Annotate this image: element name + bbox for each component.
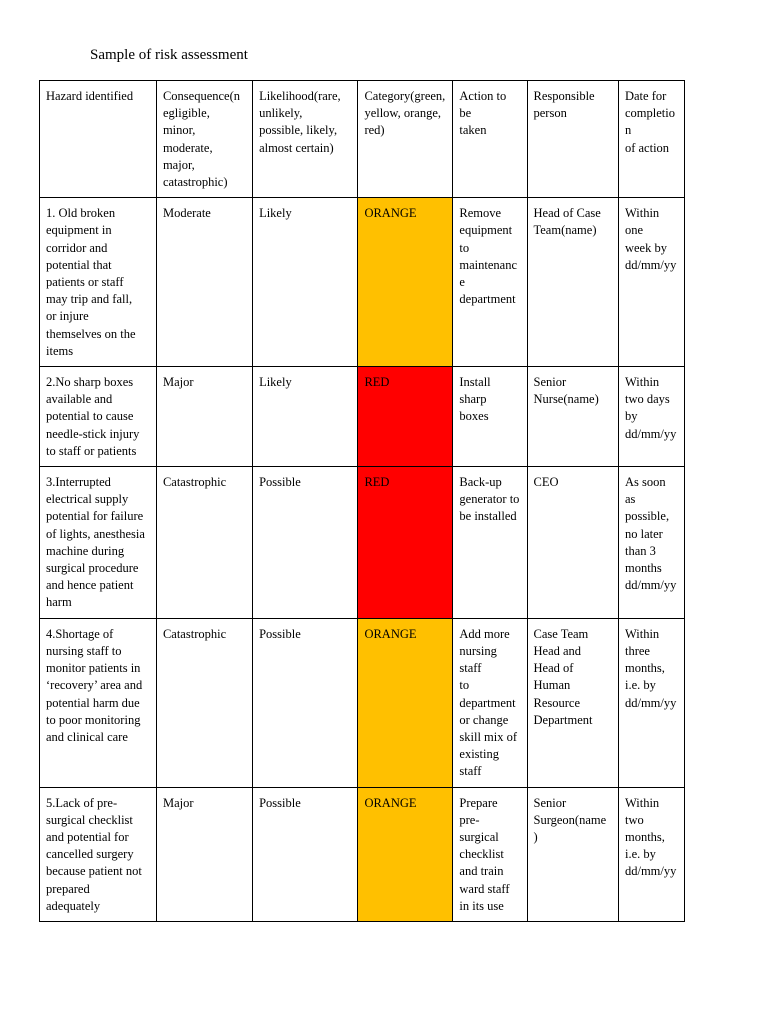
category-text: ORANGE <box>364 206 417 221</box>
category-text: RED <box>364 375 390 390</box>
hazard-text: 2.No sharp boxes available and potential to cause needle-stick injury to staff or patients <box>46 375 140 458</box>
date-cell <box>618 198 684 367</box>
table-row <box>40 367 685 467</box>
action-cell <box>453 618 527 787</box>
action-text: Remove equipment to maintenanc e department <box>459 206 518 307</box>
responsible-text: Senior Surgeon(name ) <box>533 795 607 844</box>
category-cell <box>358 467 453 619</box>
table-row <box>40 198 685 367</box>
table-row <box>40 618 685 787</box>
category-cell <box>358 198 453 367</box>
category-text: ORANGE <box>364 795 417 810</box>
hazard-cell <box>40 787 157 921</box>
table-header-row <box>40 81 685 198</box>
hazard-text: 5.Lack of pre- surgical checklist and potential for cancelled surgery because patient not prepared adequately <box>46 795 142 913</box>
header-label: Date for completion of action <box>624 89 675 155</box>
date-text: Within one week by dd/mm/yy <box>624 206 677 272</box>
responsible-text: Senior Nurse(name) <box>533 375 599 407</box>
date-text: Within two months, i.e. by dd/mm/yy <box>624 795 677 879</box>
header-label: Likelihood(rare, unlikely, possible, likely, almost certain) <box>259 89 341 155</box>
table-row <box>40 467 685 619</box>
hazard-cell <box>40 367 157 467</box>
header-cell-likelihood <box>253 81 358 198</box>
consequence-cell <box>156 198 252 367</box>
category-text: ORANGE <box>364 626 417 641</box>
action-cell <box>453 198 527 367</box>
hazard-text: 1. Old broken equipment in corridor and potential that patients or staff may trip and fall, or injure themselves on the items <box>46 206 136 358</box>
header-label: Responsible person <box>533 89 595 121</box>
header-label: Consequence(n egligible, minor, moderate, major, catastrophic) <box>162 89 241 190</box>
hazard-cell <box>40 198 157 367</box>
header-cell-hazard <box>40 81 157 198</box>
header-label: Action to be taken <box>459 89 507 138</box>
likelihood-text: Likely <box>259 206 292 221</box>
date-text: Within three months, i.e. by dd/mm/yy <box>624 626 677 710</box>
action-cell <box>453 787 527 921</box>
header-cell-consequence <box>156 81 252 198</box>
action-text: Add more nursing staff to department or change skill mix of existing staff <box>459 626 518 779</box>
action-text: Install sharp boxes <box>459 375 491 424</box>
consequence-cell <box>156 467 252 619</box>
responsible-cell <box>527 618 618 787</box>
responsible-text: Head of Case Team(name) <box>533 206 601 238</box>
likelihood-cell <box>253 787 358 921</box>
header-cell-responsible <box>527 81 618 198</box>
consequence-text: Major <box>162 375 194 390</box>
header-cell-date <box>618 81 684 198</box>
responsible-text: Case Team Head and Head of Human Resource Department <box>533 626 593 727</box>
category-cell <box>358 367 453 467</box>
likelihood-text: Possible <box>259 626 301 641</box>
responsible-text: CEO <box>533 475 559 490</box>
header-cell-category <box>358 81 453 198</box>
consequence-text: Moderate <box>162 206 211 221</box>
header-cell-action <box>453 81 527 198</box>
likelihood-cell <box>253 618 358 787</box>
responsible-cell <box>527 787 618 921</box>
hazard-text: 3.Interrupted electrical supply potential for failure of lights, anesthesia machine during surgical procedure and hence patient harm <box>46 475 145 610</box>
action-text: Back-up generator to be installed <box>459 475 520 524</box>
date-cell <box>618 787 684 921</box>
consequence-cell <box>156 367 252 467</box>
header-label: Hazard identified <box>46 89 134 103</box>
responsible-cell <box>527 367 618 467</box>
likelihood-cell <box>253 467 358 619</box>
action-text: Prepare pre- surgical checklist and train ward staff in its use <box>459 795 510 913</box>
date-cell <box>618 367 684 467</box>
hazard-cell <box>40 467 157 619</box>
category-text: RED <box>364 475 390 490</box>
consequence-text: Catastrophic <box>162 475 227 490</box>
date-cell <box>618 467 684 619</box>
responsible-cell <box>527 198 618 367</box>
likelihood-cell <box>253 198 358 367</box>
likelihood-text: Likely <box>259 375 292 390</box>
risk-assessment-table <box>39 80 685 922</box>
consequence-cell <box>156 787 252 921</box>
likelihood-cell <box>253 367 358 467</box>
consequence-text: Major <box>162 795 194 810</box>
document-title: Sample of risk assessment <box>90 47 248 63</box>
date-text: As soon as possible, no later than 3 months dd/mm/yy <box>624 475 677 593</box>
category-cell <box>358 618 453 787</box>
date-cell <box>618 618 684 787</box>
likelihood-text: Possible <box>259 475 301 490</box>
action-cell <box>453 367 527 467</box>
responsible-cell <box>527 467 618 619</box>
hazard-text: 4.Shortage of nursing staff to monitor patients in ‘recovery’ area and potential harm due to poor monitoring and clinical care <box>46 626 143 744</box>
category-cell <box>358 787 453 921</box>
likelihood-text: Possible <box>259 795 301 810</box>
date-text: Within two days by dd/mm/yy <box>624 375 677 441</box>
action-cell <box>453 467 527 619</box>
table-row <box>40 787 685 921</box>
header-label: Category(green, yellow, orange, red) <box>364 89 446 138</box>
consequence-text: Catastrophic <box>162 626 227 641</box>
hazard-cell <box>40 618 157 787</box>
consequence-cell <box>156 618 252 787</box>
